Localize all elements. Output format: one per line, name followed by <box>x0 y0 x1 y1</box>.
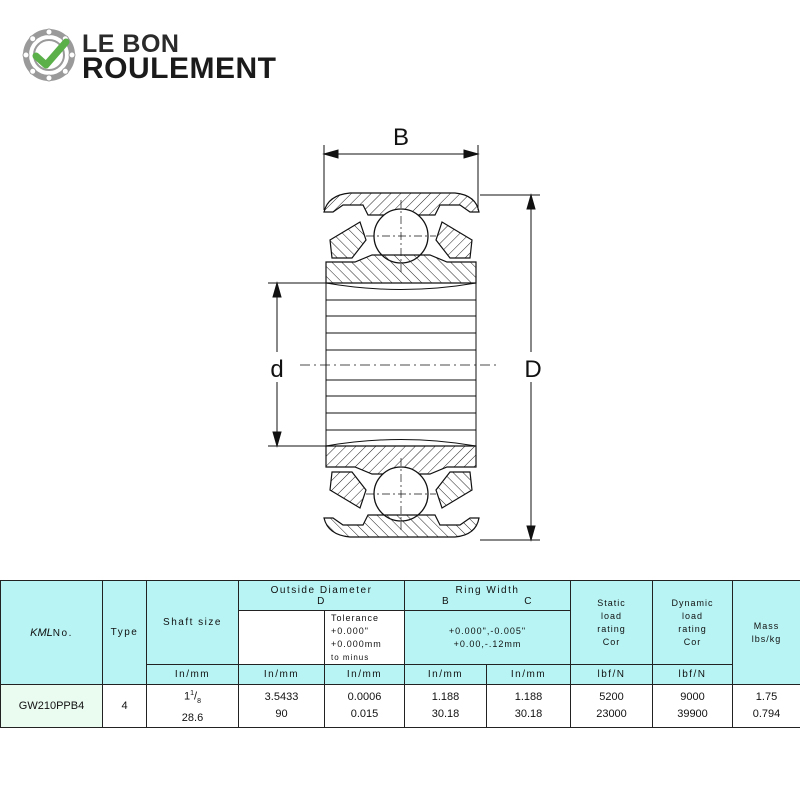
bore <box>326 283 476 446</box>
seal-top-right <box>436 222 472 258</box>
header-kml-no: KMLNo. <box>1 581 103 685</box>
header-outside-diameter: Outside Diameter D <box>239 581 405 611</box>
spec-table <box>0 580 800 728</box>
header-dynamic-load: Dynamic load rating Cor <box>653 581 733 665</box>
header-ring-width-tolerance: +0.000",-0.005" +0.00,-.12mm <box>405 611 571 665</box>
cell-static-load: 5200 23000 <box>571 685 653 728</box>
seal-top-left <box>330 222 366 258</box>
dimension-b-label: B <box>392 124 410 151</box>
cell-outside-diameter: 3.5433 90 <box>239 685 325 728</box>
dimension-bore-d-label: d <box>270 356 284 383</box>
unit-tolerance: In/mm <box>325 665 405 685</box>
brand-name-line1: LE BON <box>82 30 180 58</box>
inner-ring-top <box>326 255 476 283</box>
header-type: Type <box>103 581 147 685</box>
cell-width-c: 1.188 30.18 <box>487 685 571 728</box>
outer-ring-bottom <box>324 515 479 537</box>
cell-tolerance: 0.0006 0.015 <box>325 685 405 728</box>
header-shaft-size: Shaft size <box>147 581 239 665</box>
cell-type: 4 <box>103 685 147 728</box>
header-static-load: Static load rating Cor <box>571 581 653 665</box>
unit-shaft: In/mm <box>147 665 239 685</box>
table-row <box>1 685 800 728</box>
dimension-outer-d-label: D <box>524 356 542 383</box>
unit-dynamic: lbf/N <box>653 665 733 685</box>
unit-c: In/mm <box>487 665 571 685</box>
cell-shaft-size: $1^1/_8$ 28.6 <box>147 685 239 728</box>
cell-dynamic-load: 9000 39900 <box>653 685 733 728</box>
header-od-blank <box>239 611 325 665</box>
unit-od: In/mm <box>239 665 325 685</box>
header-tolerance: Tolerance +0.000" +0.000mm to minus <box>325 611 405 665</box>
unit-b: In/mm <box>405 665 487 685</box>
cell-width-b: 1.188 30.18 <box>405 685 487 728</box>
seal-bottom-left <box>330 472 366 508</box>
header-ring-width: Ring Width B C <box>405 581 571 611</box>
cell-kml-no: GW210PPB4 <box>1 685 103 728</box>
header-mass: Mass lbs/kg <box>733 581 800 685</box>
cell-mass: 1.75 0.794 <box>733 685 800 728</box>
seal-bottom-right <box>436 472 472 508</box>
brand-name-line2: ROULEMENT <box>82 52 277 85</box>
unit-static: lbf/N <box>571 665 653 685</box>
